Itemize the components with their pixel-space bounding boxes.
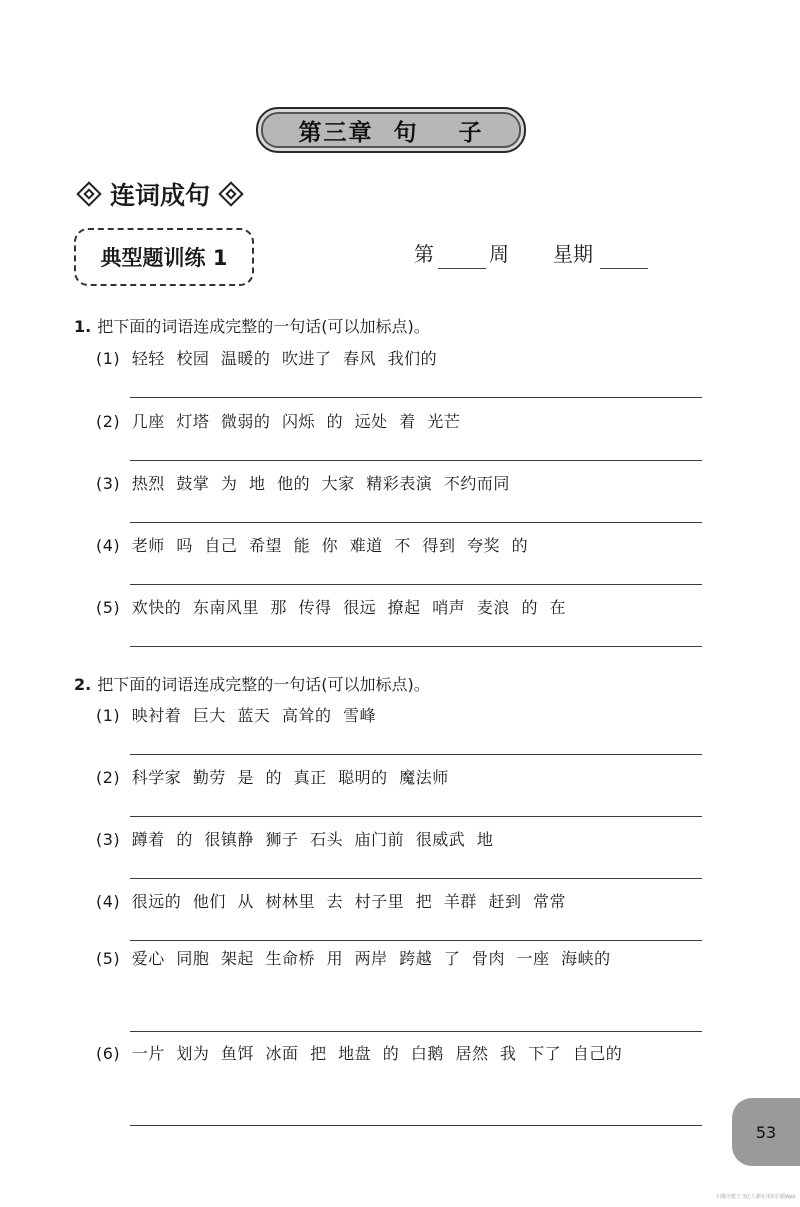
answer-line[interactable] xyxy=(130,1031,702,1032)
question-prompt: 把下面的词语连成完整的一句话(可以加标点)。 xyxy=(97,675,430,694)
practice-label-box xyxy=(74,228,254,286)
question-number: 1. xyxy=(74,317,92,336)
week-suffix: 周 xyxy=(489,242,509,266)
q2-item-2: (2) 科学家 勤劳 是 的 真正 聪明的 魔法师 xyxy=(96,768,449,787)
q1-item-2: (2) 几座 灯塔 微弱的 闪烁 的 远处 着 光芒 xyxy=(96,412,461,431)
section-heading xyxy=(76,176,244,212)
answer-line[interactable] xyxy=(130,522,702,523)
q2-item-3: (3) 蹲着 的 很镇静 狮子 石头 庙门前 很威武 地 xyxy=(96,830,494,849)
q2-item-6: (6) 一片 划为 鱼饵 冰面 把 地盘 的 白鹅 居然 我 下了 自己的 xyxy=(96,1044,623,1063)
q2-item-4: (4) 很远的 他们 从 树林里 去 村子里 把 羊群 赶到 常常 xyxy=(96,892,567,911)
diamond-left-icon xyxy=(76,181,101,206)
question-prompt: 把下面的词语连成完整的一句话(可以加标点)。 xyxy=(97,317,430,336)
q1-item-3: (3) 热烈 鼓掌 为 地 他的 大家 精彩表演 不约而同 xyxy=(96,474,510,493)
chapter-title: 第三章 句 子 xyxy=(298,119,484,146)
weekday-blank[interactable] xyxy=(600,268,648,269)
page-number: 53 xyxy=(755,1122,777,1142)
answer-line[interactable] xyxy=(130,754,702,755)
answer-line[interactable] xyxy=(130,460,702,461)
section-title: 连词成句 xyxy=(110,181,211,210)
week-prefix: 第 xyxy=(414,242,434,266)
q2-item-1: (1) 映衬着 巨大 蓝天 高耸的 雪峰 xyxy=(96,706,377,725)
answer-line[interactable] xyxy=(130,646,702,647)
scanner-watermark: 扫描全能王 3亿人都在用的扫描App xyxy=(716,1194,796,1200)
answer-line[interactable] xyxy=(130,397,702,398)
answer-line[interactable] xyxy=(130,878,702,879)
question-1-header xyxy=(74,314,430,337)
diamond-right-icon xyxy=(218,181,243,206)
q1-item-4: (4) 老师 吗 自己 希望 能 你 难道 不 得到 夸奖 的 xyxy=(96,536,529,555)
answer-line[interactable] xyxy=(130,1125,702,1126)
weekday-label: 星期 xyxy=(553,242,593,266)
practice-label: 典型题训练 1 xyxy=(100,246,228,270)
week-number-blank[interactable] xyxy=(438,268,486,269)
answer-line[interactable] xyxy=(130,816,702,817)
answer-line[interactable] xyxy=(130,584,702,585)
question-number: 2. xyxy=(74,675,92,694)
q2-item-5: (5) 爱心 同胞 架起 生命桥 用 两岸 跨越 了 骨肉 一座 海峡的 xyxy=(96,949,611,968)
chapter-banner xyxy=(256,107,526,153)
page-number-tab xyxy=(732,1098,800,1166)
q1-item-1: (1) 轻轻 校园 温暖的 吹进了 春风 我们的 xyxy=(96,349,438,368)
q1-item-5: (5) 欢快的 东南风里 那 传得 很远 撩起 哨声 麦浪 的 在 xyxy=(96,598,567,617)
question-2-header xyxy=(74,672,430,695)
answer-line[interactable] xyxy=(130,940,702,941)
